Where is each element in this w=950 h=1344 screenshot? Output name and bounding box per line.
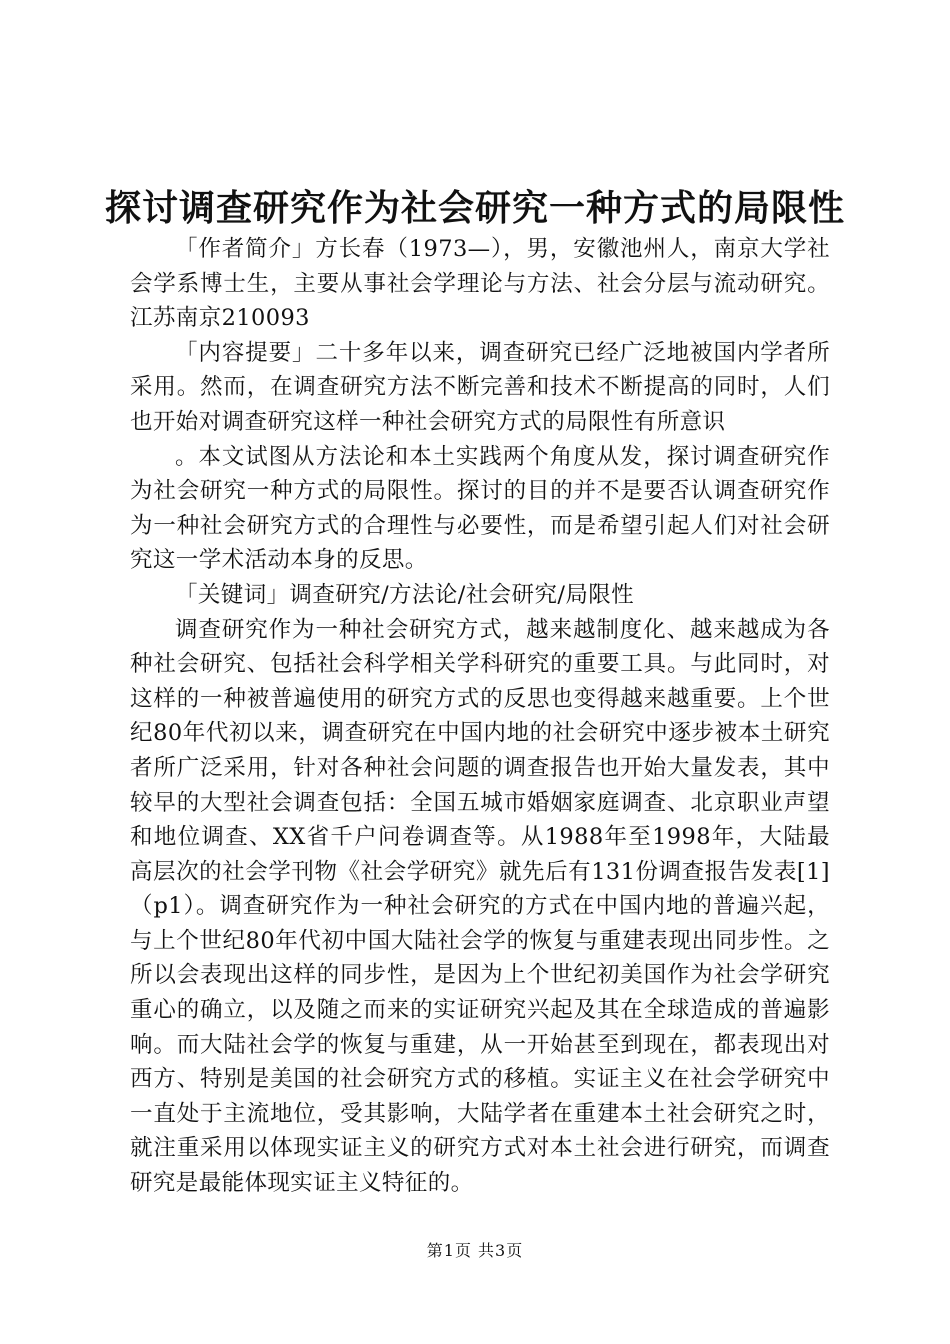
abstract-continuation-paragraph: 。本文试图从方法论和本土实践两个角度从发，探讨调查研究作为社会研究一种方式的局限性。探讨的目的并不是要否认调查研究作为一种社会研究方式的合理性与必要性，而是希望引起人们对社会研究这一学术活动本身的反思。 — [130, 443, 830, 574]
author-intro-paragraph: 「作者简介」方长春（1973—），男，安徽池州人，南京大学社会学系博士生，主要从事社会学理论与方法、社会分层与流动研究。江苏南京210093 — [130, 236, 830, 332]
body-paragraph: 调查研究作为一种社会研究方式，越来越制度化、越来越成为各种社会研究、包括社会科学相关学科研究的重要工具。与此同时，对这样的一种被普遍使用的研究方式的反思也变得越来越重要。上个世纪80年代初以来，调查研究在中国内地的社会研究中逐步被本土研究者所广泛采用，针对各种社会问题的调查报告也开始大量发表，其中较早的大型社会调查包括：全国五城市婚姻家庭调查、北京职业声望和地位调查、XX省千户问卷调查等。从1988年至1998年，大陆最高层次的社会学刊物《社会学研究》就先后有131份调查报告发表[1]（p1）。调查研究作为一种社会研究的方式在中国内地的普遍兴起，与上个世纪80年代初中国大陆社会学的恢复与重建表现出同步性。之所以会表现出这样的同步性，是因为上个世纪初美国作为社会学研究重心的确立，以及随之而来的实证研究兴起及其在全球造成的普遍影响。而大陆社会学的恢复与重建，从一开始甚至到现在，都表现出对西方、特别是美国的社会研究方式的移植。实证主义在社会学研究中一直处于主流地位，受其影响，大陆学者在重建本土社会研究之时，就注重采用以体现实证主义的研究方式对本土社会进行研究，而调查研究是最能体现实证主义特征的。 — [130, 616, 830, 1197]
page-number-footer: 第1页 共3页 — [426, 1241, 524, 1260]
keywords-paragraph: 「关键词」调查研究/方法论/社会研究/局限性 — [175, 581, 635, 608]
document-body — [130, 232, 830, 1201]
document-title: 探讨调查研究作为社会研究一种方式的局限性 — [104, 187, 845, 229]
abstract-paragraph: 「内容提要」二十多年以来，调查研究已经广泛地被国内学者所采用。然而，在调查研究方法不断完善和技术不断提高的同时，人们也开始对调查研究这样一种社会研究方式的局限性有所意识 — [130, 339, 830, 435]
